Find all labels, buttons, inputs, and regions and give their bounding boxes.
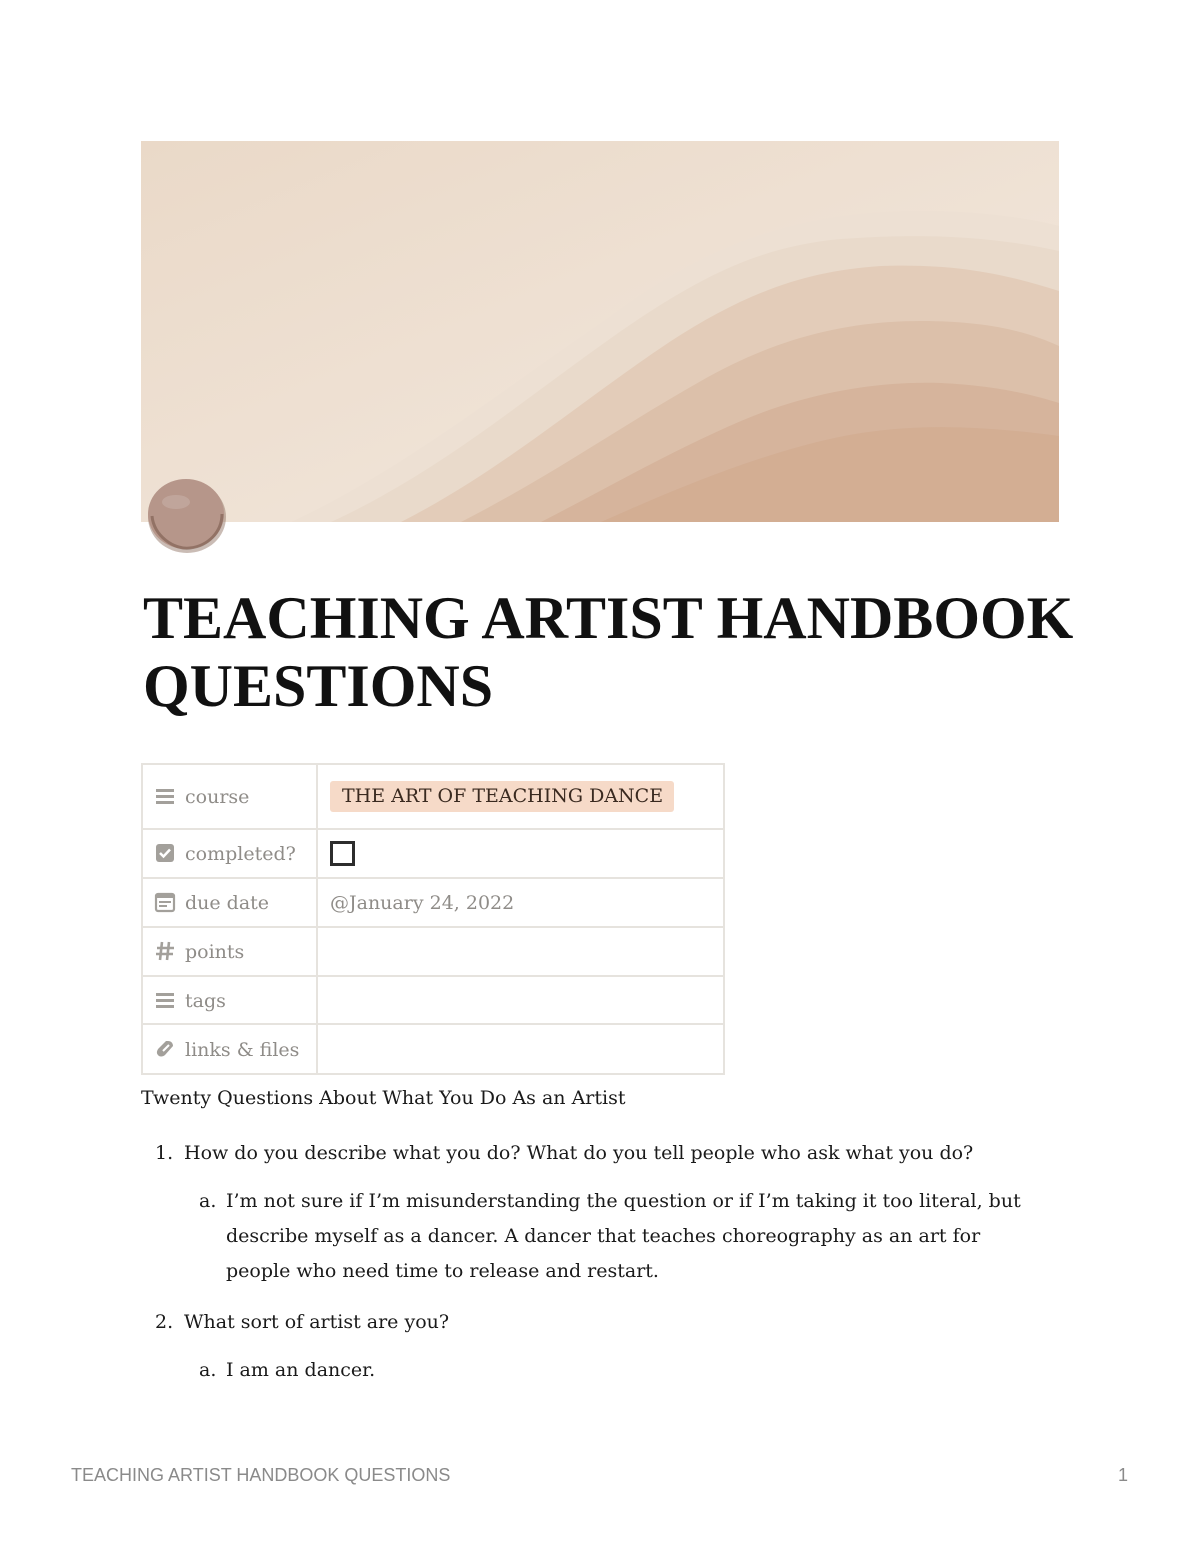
answer-group	[141, 1184, 1041, 1289]
page-number: 1	[1118, 1465, 1129, 1485]
cover-waves-illustration	[141, 141, 1059, 522]
property-key	[142, 927, 317, 976]
property-value[interactable]	[317, 1024, 724, 1074]
calendar-icon	[154, 891, 176, 913]
question-item	[141, 1137, 1041, 1169]
due-date-value[interactable]: @January 24, 2022	[330, 891, 515, 914]
property-key	[142, 1024, 317, 1074]
paint-blob-icon	[146, 476, 228, 554]
checkbox-icon	[154, 842, 176, 864]
property-key	[142, 829, 317, 878]
property-key	[142, 878, 317, 927]
list-icon	[154, 785, 176, 807]
property-key	[142, 976, 317, 1024]
property-label: points	[185, 941, 245, 963]
answer-text: I am an dancer.	[226, 1359, 376, 1381]
intro-paragraph: Twenty Questions About What You Do As an Artist	[141, 1087, 626, 1109]
page-icon[interactable]	[146, 476, 228, 554]
completed-checkbox[interactable]	[330, 841, 355, 866]
answer-letter: a.	[199, 1359, 217, 1381]
list-icon	[154, 989, 176, 1011]
question-item	[141, 1306, 1041, 1338]
paperclip-icon	[154, 1038, 176, 1060]
property-value[interactable]	[317, 829, 724, 878]
answer-text: I’m not sure if I’m misunderstanding the question or if I’m taking it too literal, but describe myself as a dancer. A dancer that teaches choreography as an art for people who need time to release and restart.	[226, 1190, 1021, 1282]
property-label: completed?	[185, 843, 296, 865]
property-row-points	[142, 927, 724, 976]
question-number: 2.	[155, 1311, 174, 1333]
footer-title: TEACHING ARTIST HANDBOOK QUESTIONS	[71, 1465, 451, 1485]
course-tag[interactable]: THE ART OF TEACHING DANCE	[330, 781, 674, 812]
question-text: How do you describe what you do? What do you tell people who ask what you do?	[184, 1142, 974, 1164]
questions-list	[141, 1137, 1041, 1388]
property-label: tags	[185, 989, 226, 1012]
question-text: What sort of artist are you?	[184, 1311, 450, 1333]
property-value[interactable]	[317, 927, 724, 976]
properties-table	[141, 763, 725, 1075]
property-row-tags	[142, 976, 724, 1024]
property-row-due-date	[142, 878, 724, 927]
answer-letter: a.	[199, 1190, 217, 1212]
answers-list	[141, 1184, 1041, 1289]
property-label: due date	[185, 892, 270, 914]
answer-item	[141, 1184, 1041, 1289]
property-label: course	[185, 786, 250, 808]
property-value[interactable]	[317, 878, 724, 927]
answer-group	[141, 1353, 1041, 1388]
hash-icon	[154, 940, 176, 962]
list-spacer	[141, 1289, 1041, 1306]
property-key	[142, 764, 317, 829]
answers-list	[141, 1353, 1041, 1388]
property-row-course	[142, 764, 724, 829]
property-value[interactable]	[317, 976, 724, 1024]
property-value[interactable]	[317, 764, 724, 829]
cover-image	[141, 141, 1059, 522]
property-row-completed	[142, 829, 724, 878]
question-number: 1.	[155, 1142, 174, 1164]
answer-item	[141, 1353, 1041, 1388]
property-row-links-files	[142, 1024, 724, 1074]
page-title: TEACHING ARTIST HANDBOOK QUESTIONS	[143, 585, 1074, 719]
property-label: links & files	[185, 1038, 300, 1061]
